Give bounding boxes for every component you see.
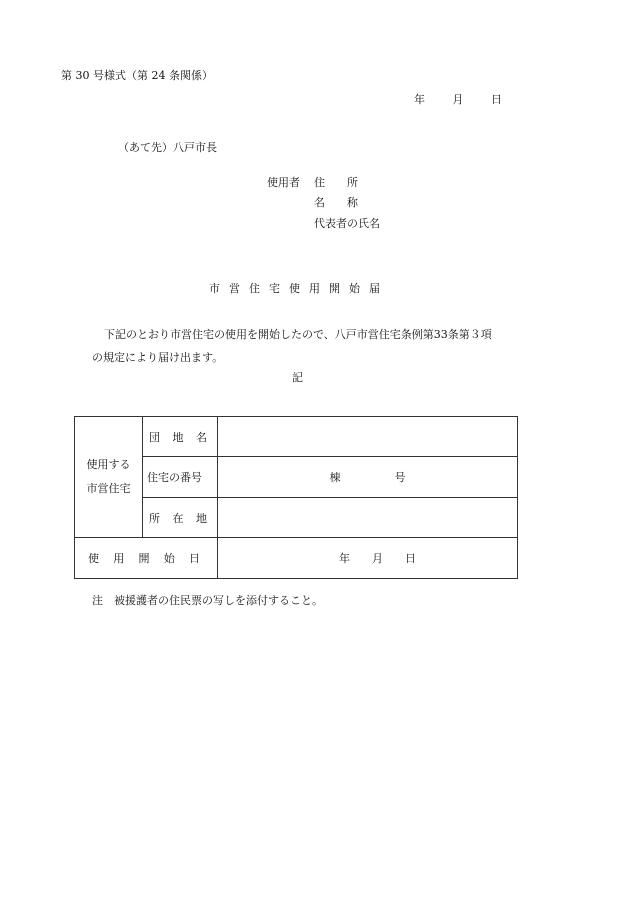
start-date-char: 始 [163,552,175,565]
table-row [75,538,518,579]
start-date-month: 月 [372,552,383,565]
start-date-char: 使 [88,552,99,565]
table-row [75,417,518,457]
body-line-1: 下記のとおり市営住宅の使用を開始したので、八戸市営住宅条例第33条第３項 [104,328,492,341]
date-year: 年 [414,93,425,106]
location-label [143,498,218,538]
start-date-char: 用 [113,552,125,565]
start-date-field[interactable] [218,538,518,579]
housing-group-label-line2: 市営住宅 [86,482,131,495]
housing-group-label [75,417,143,538]
start-date-year: 年 [339,552,350,565]
form-number: 第 30 号様式（第 24 条関係） [61,69,213,82]
start-date-day: 日 [405,552,416,565]
building-suffix: 棟 [329,471,341,484]
applicant-name-label: 名 称 [314,196,358,209]
location-char: 在 [172,511,184,525]
housing-number-field[interactable] [218,457,518,498]
footnote: 注 被援護者の住民票の写しを添付すること。 [92,594,323,607]
page-title: 市営住宅使用開始届 [209,282,389,295]
unit-suffix: 号 [394,471,406,484]
applicant-label: 使用者 [267,176,300,189]
start-date-char: 開 [138,552,150,565]
location-field[interactable] [218,498,518,538]
body-line-2: の規定により届け出ます。 [92,351,224,364]
complex-name-char: 名 [196,430,207,444]
housing-table [74,416,518,579]
addressee: （あて先）八戸市長 [118,141,217,154]
date-header [414,94,502,105]
ki-heading: 記 [292,371,303,384]
start-date-char: 日 [189,552,200,565]
date-month: 月 [452,93,464,106]
date-day: 日 [491,93,502,106]
complex-name-char: 地 [172,430,184,444]
applicant-address-label: 住 所 [314,176,358,189]
location-char: 所 [149,511,160,525]
housing-group-label-line1: 使用する [86,458,131,471]
applicant-representative-label: 代表者の氏名 [314,217,380,230]
complex-name-label [143,417,218,457]
housing-number-label [143,457,218,498]
complex-name-field[interactable] [218,417,518,457]
location-char: 地 [196,511,207,525]
start-date-label [75,538,218,579]
housing-number-label-text: 住宅の番号 [147,471,202,484]
complex-name-char: 団 [149,430,160,444]
